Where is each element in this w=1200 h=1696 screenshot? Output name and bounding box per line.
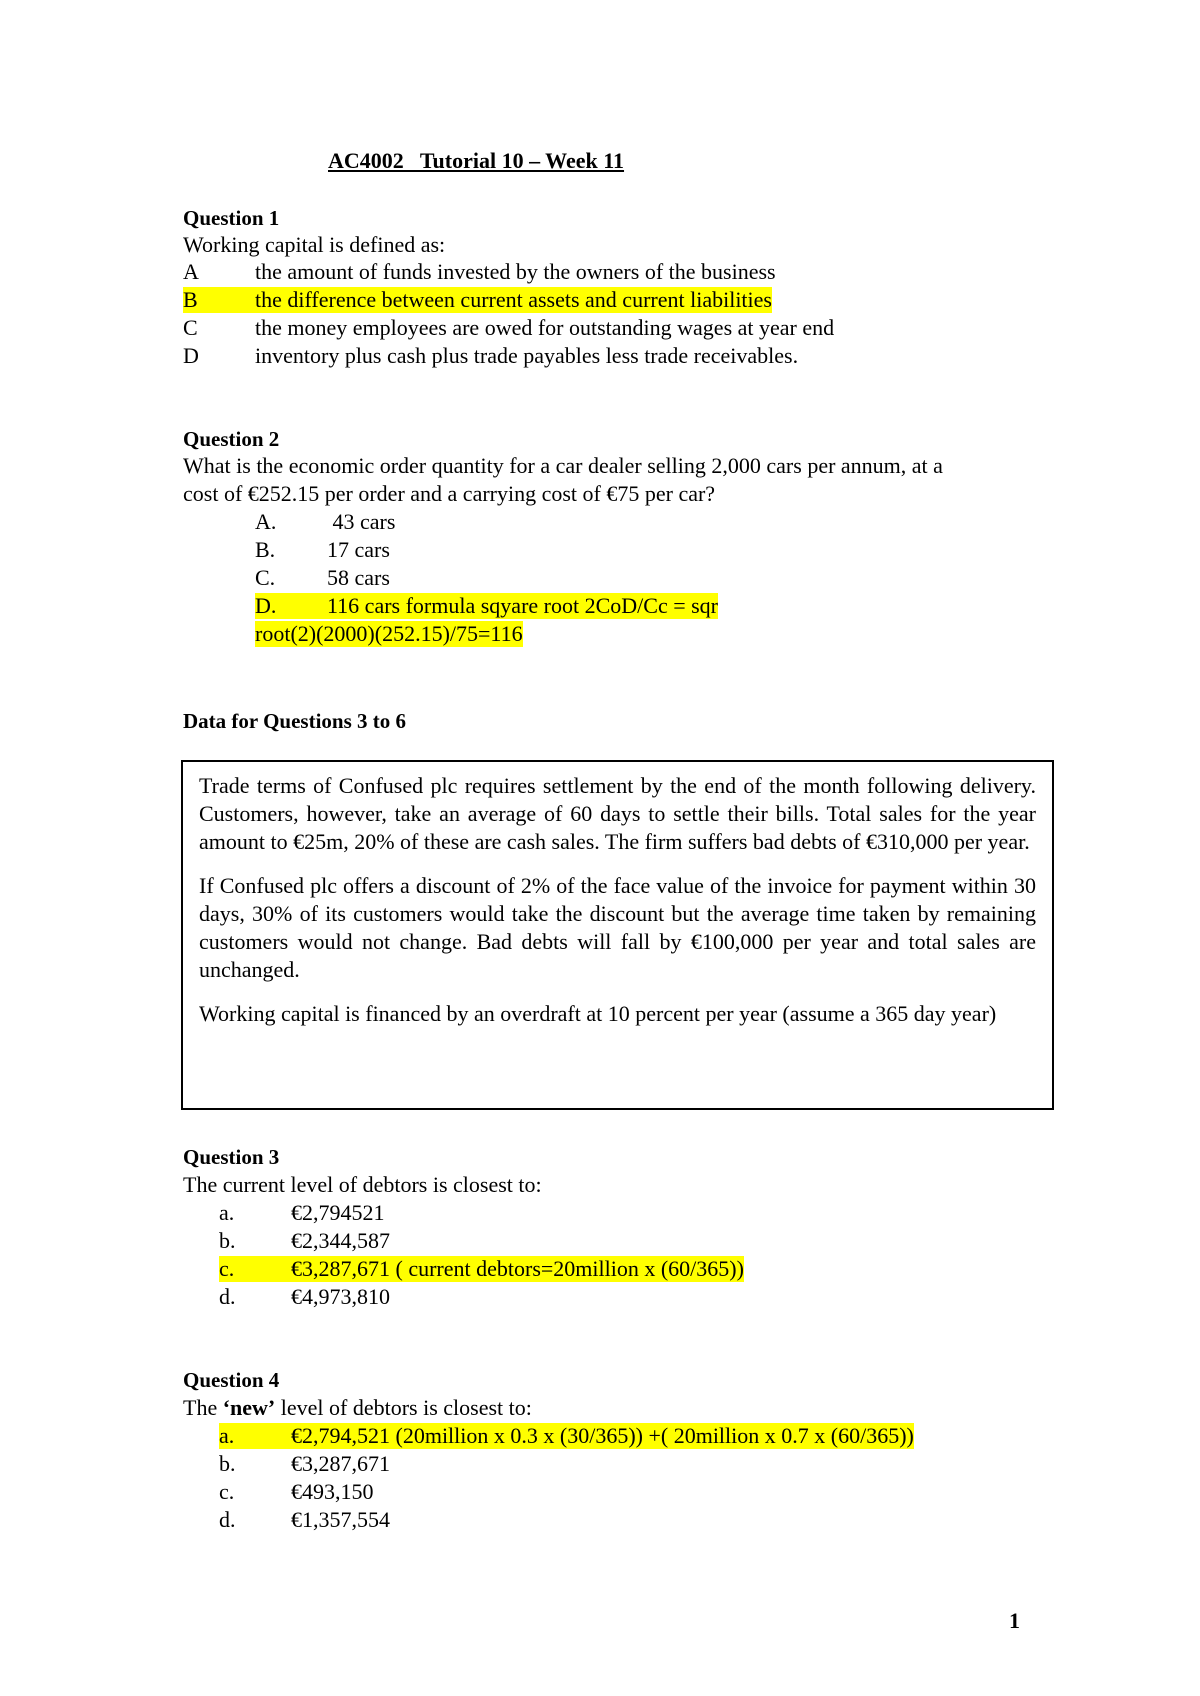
option-key: a. (219, 1423, 235, 1448)
option-text: 116 cars formula sqyare root 2CoD/Cc = sqr (327, 593, 719, 618)
option-key: C. (255, 565, 276, 590)
question-4-stem (183, 1395, 532, 1421)
option-key: b. (219, 1451, 236, 1476)
question-1-stem: Working capital is defined as: (183, 232, 446, 257)
question-3-heading: Question 3 (183, 1145, 280, 1169)
stem-text-pre: The (183, 1395, 223, 1420)
option-text: 43 cars (327, 509, 396, 534)
option-key: A. (255, 509, 277, 534)
option-text: the amount of funds invested by the owners of the business (255, 259, 776, 284)
option-text: €4,973,810 (291, 1284, 390, 1309)
option-key: B (183, 287, 198, 312)
option-text: €3,287,671 (291, 1451, 390, 1476)
option-text: €2,794,521 (20million x 0.3 x (30/365)) +( 20million x 0.7 x (60/365)) (291, 1423, 914, 1448)
option-key: B. (255, 537, 276, 562)
scenario-data-box (181, 760, 1054, 1110)
option-key: c. (219, 1479, 235, 1504)
question-4-option-b (219, 1451, 390, 1477)
scenario-paragraph-3: Working capital is financed by an overdraft at 10 percent per year (assume a 365 day year) (199, 1001, 997, 1026)
question-4-option-c (219, 1479, 374, 1505)
option-text: inventory plus cash plus trade payables less trade receivables. (255, 343, 799, 368)
question-2-option-d-answer (255, 593, 718, 619)
scenario-paragraph-1: Trade terms of Confused plc requires settlement by the end of the month following delivery. Customers, however, take an average of 60 days to settle their bills. Total sales for the year amount to €25m, 20% of these are cash sales. The firm suffers bad debts of €310,000 per year. (199, 773, 1036, 854)
option-text: €3,287,671 ( current debtors=20million x (60/365)) (291, 1256, 744, 1281)
question-3-option-c-answer (219, 1256, 744, 1282)
option-key: d. (219, 1284, 236, 1309)
option-key: d. (219, 1507, 236, 1532)
question-2-stem-line-1: What is the economic order quantity for a car dealer selling 2,000 cars per annum, at a (183, 453, 943, 478)
question-2-option-a (255, 509, 395, 535)
question-1-option-a (183, 259, 776, 285)
option-text: €2,794521 (291, 1200, 385, 1225)
option-key: A (183, 259, 199, 284)
question-2-answer-continuation: root(2)(2000)(252.15)/75=116 (255, 621, 523, 646)
option-key: D. (255, 593, 277, 618)
question-2-heading: Question 2 (183, 427, 280, 451)
option-key: a. (219, 1200, 235, 1225)
option-text: €493,150 (291, 1479, 374, 1504)
option-text: €2,344,587 (291, 1228, 390, 1253)
option-key: D (183, 343, 199, 368)
question-3-option-b (219, 1228, 390, 1254)
question-1-option-d (183, 343, 798, 369)
question-4-option-d (219, 1507, 390, 1533)
data-section-heading: Data for Questions 3 to 6 (183, 709, 407, 733)
question-2-stem-line-2: cost of €252.15 per order and a carrying cost of €75 per car? (183, 481, 716, 506)
document-title: AC4002 Tutorial 10 – Week 11 (328, 148, 625, 173)
question-1-option-b-answer (183, 287, 772, 313)
page-number: 1 (1009, 1608, 1020, 1633)
stem-text-post: level of debtors is closest to: (275, 1395, 532, 1420)
question-4-heading: Question 4 (183, 1368, 280, 1392)
question-3-option-d (219, 1284, 390, 1310)
option-text: 58 cars (327, 565, 390, 590)
option-text: 17 cars (327, 537, 390, 562)
option-text: the money employees are owed for outstanding wages at year end (255, 315, 835, 340)
option-key: c. (219, 1256, 235, 1281)
option-key: C (183, 315, 198, 340)
question-3-stem: The current level of debtors is closest to: (183, 1172, 542, 1197)
question-1-heading: Question 1 (183, 206, 280, 230)
question-4-option-a-answer (219, 1423, 914, 1449)
stem-emphasis-new: ‘new’ (222, 1395, 276, 1420)
option-key: b. (219, 1228, 236, 1253)
question-2-option-b (255, 537, 390, 563)
option-text: the difference between current assets and current liabilities (255, 287, 772, 312)
question-3-option-a (219, 1200, 385, 1226)
option-text: €1,357,554 (291, 1507, 390, 1532)
scenario-paragraph-2: If Confused plc offers a discount of 2% of the face value of the invoice for payment within 30 days, 30% of its customers would take the discount but the average time taken by remaining customers would not change. Bad debts will fall by €100,000 per year and total sales are unchanged. (199, 873, 1036, 982)
question-1-option-c (183, 315, 834, 341)
question-2-option-c (255, 565, 390, 591)
